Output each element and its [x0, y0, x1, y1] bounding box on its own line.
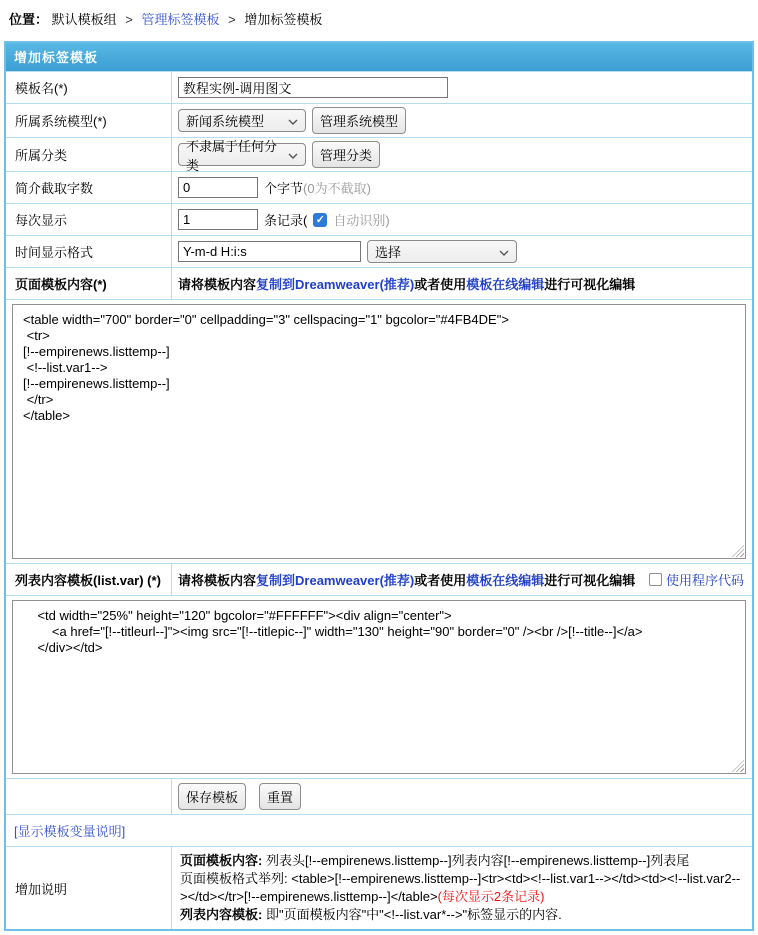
show-count-input[interactable]: [178, 209, 258, 230]
time-format-label: 时间显示格式: [6, 236, 172, 267]
notes-red-hint: (每次显示2条记录): [437, 889, 545, 904]
online-template-editor-link[interactable]: 模板在线编辑: [466, 573, 545, 588]
intro-length-input[interactable]: [178, 177, 258, 198]
row-page-template-editor: [6, 299, 752, 563]
add-notes-content: [172, 847, 752, 929]
show-count-unit: 条记录(: [264, 213, 308, 228]
list-template-tip: [178, 570, 635, 589]
page-template-label: 页面模板内容(*): [6, 268, 172, 299]
breadcrumb: [0, 0, 758, 28]
tip-text: 请将模板内容: [178, 277, 257, 292]
system-model-selected-value: 新闻系统模型: [186, 114, 265, 129]
reset-button[interactable]: 重置: [259, 783, 301, 810]
page-template-tip: [178, 274, 635, 293]
breadcrumb-link-manage-tag-templates[interactable]: 管理标签模板: [141, 12, 220, 27]
tip-text: 进行可视化编辑: [544, 573, 636, 588]
row-list-template-tip: [6, 563, 752, 595]
chevron-down-icon: [499, 244, 509, 259]
row-add-notes: [6, 846, 752, 929]
notes-line-1: 页面模板内容: 列表头[!--empirenews.listtemp--]列表内容[!--empirenews.listtemp--]列表尾: [180, 853, 690, 868]
online-template-editor-link[interactable]: 模板在线编辑: [466, 277, 545, 292]
tip-text: 或者使用: [414, 277, 467, 292]
category-label: 所属分类: [6, 138, 172, 171]
show-template-vars-link[interactable]: [显示模板变量说明]: [14, 824, 126, 839]
row-time-format: [6, 235, 752, 267]
use-program-code-label: 使用程序代码: [665, 573, 744, 588]
row-category: [6, 137, 752, 171]
template-name-input[interactable]: [178, 77, 448, 98]
time-format-select[interactable]: [367, 240, 517, 263]
row-form-buttons: [6, 778, 752, 814]
auto-detect-checkbox[interactable]: ✓: [313, 213, 327, 227]
list-template-textarea[interactable]: [12, 600, 746, 774]
system-model-label: 所属系统模型(*): [6, 104, 172, 137]
system-model-select[interactable]: [178, 109, 306, 132]
row-template-name: [6, 71, 752, 103]
breadcrumb-root: 默认模板组: [51, 12, 117, 27]
intro-length-label: 简介截取字数: [6, 172, 172, 203]
intro-length-unit: 个字节(0为不截取): [264, 181, 371, 196]
tip-text: 进行可视化编辑: [544, 277, 636, 292]
breadcrumb-separator: >: [228, 12, 236, 27]
category-selected-value: 不隶属于任何分类: [186, 138, 278, 173]
template-name-label: 模板名(*): [6, 72, 172, 103]
add-notes-label: 增加说明: [6, 847, 172, 929]
manage-system-model-button[interactable]: 管理系统模型: [312, 107, 406, 134]
use-program-code-checkbox[interactable]: [649, 573, 662, 586]
chevron-down-icon: [288, 113, 298, 128]
save-template-button[interactable]: 保存模板: [178, 783, 246, 810]
manage-category-button[interactable]: 管理分类: [312, 141, 380, 168]
row-list-template-editor: [6, 595, 752, 778]
panel-title: 增加标签模板: [6, 43, 752, 71]
breadcrumb-prefix: 位置：: [9, 12, 49, 27]
row-intro-length: [6, 171, 752, 203]
intro-length-hint: (0为不截取): [303, 181, 371, 196]
row-show-count: [6, 203, 752, 235]
add-tag-template-panel: [4, 41, 754, 931]
use-program-code-option: [649, 570, 746, 589]
row-show-template-vars: [6, 814, 752, 846]
auto-detect-label: 自动识别): [333, 213, 390, 228]
list-template-label: 列表内容模板(list.var) (*): [6, 564, 172, 595]
category-select[interactable]: [178, 138, 306, 173]
show-count-label: 每次显示: [6, 204, 172, 235]
row-page-template-tip: [6, 267, 752, 299]
copy-to-dreamweaver-link[interactable]: 复制到Dreamweaver(推荐): [256, 573, 415, 588]
notes-line-3: 列表内容模板: 即"页面模板内容"中"<!--list.var*-->"标签显示的内容.: [180, 907, 562, 922]
buttons-row-spacer: [6, 779, 172, 814]
page-template-textarea[interactable]: [12, 304, 746, 559]
tip-text: 请将模板内容: [178, 573, 257, 588]
chevron-down-icon: [288, 147, 298, 162]
time-format-select-label: 选择: [375, 245, 402, 260]
time-format-input[interactable]: [178, 241, 361, 262]
tip-text: 或者使用: [414, 573, 467, 588]
copy-to-dreamweaver-link[interactable]: 复制到Dreamweaver(推荐): [256, 277, 415, 292]
notes-line-2: 页面模板格式举列: <table>[!--empirenews.listtemp--]<tr><td><!--list.var1--></td><td><!--list.var2--></td></tr>[!--empirenews.listtemp--]</table>(每次显示2条记录): [180, 871, 741, 904]
breadcrumb-separator: >: [125, 12, 133, 27]
row-system-model: [6, 103, 752, 137]
breadcrumb-current: 增加标签模板: [244, 12, 323, 27]
